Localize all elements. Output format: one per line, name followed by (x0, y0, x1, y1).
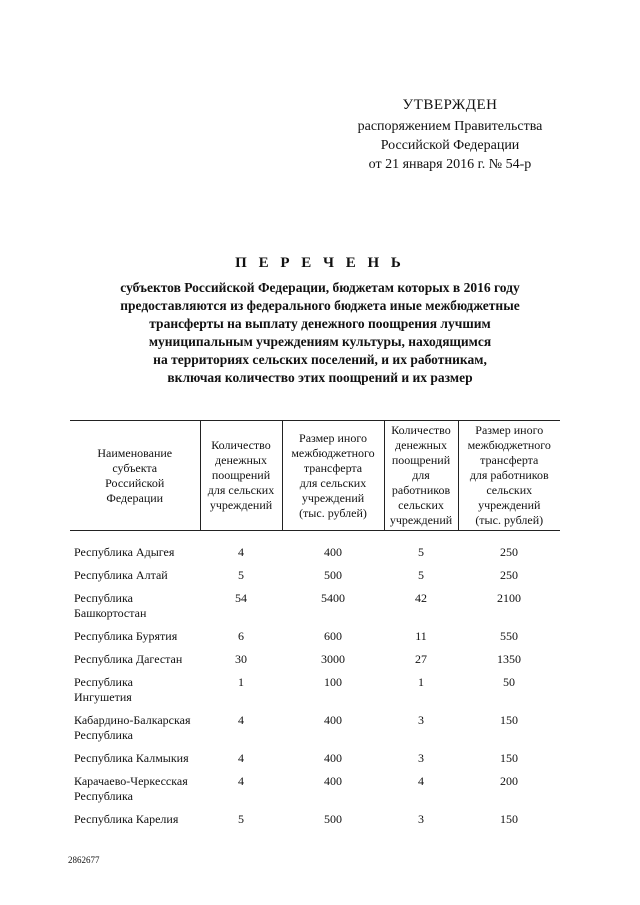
value-cell: 500 (324, 568, 342, 582)
column-header-line: (тыс. рублей) (475, 513, 544, 527)
approval-line-2: Российской Федерации (380, 138, 520, 153)
column-header-line: (тыс. рублей) (299, 505, 367, 520)
column-header (384, 421, 458, 531)
column-header (282, 421, 384, 531)
table-row (70, 652, 560, 667)
subtitle-line: предоставляются из федерального бюджета иные межбюджетные (120, 298, 520, 313)
column-header-line: субъекта (112, 460, 158, 475)
value-cell: 5400 (321, 591, 345, 605)
value-cell: 4 (238, 545, 244, 559)
value-cell: 550 (500, 629, 518, 643)
value-cell: 50 (503, 675, 515, 689)
column-header (200, 421, 282, 531)
document-number: 2862677 (68, 855, 100, 865)
column-header-line: поощрений (391, 453, 451, 467)
subject-name-line: Республика Дагестан (74, 652, 183, 666)
column-header-line: трансферта (480, 453, 539, 467)
table-row (70, 751, 560, 766)
document-subtitle (70, 279, 570, 387)
subject-name-line: Карачаево-Черкесская (74, 774, 188, 788)
value-cell: 1 (418, 675, 424, 689)
value-cell: 600 (324, 629, 342, 643)
value-cell: 5 (238, 568, 244, 582)
column-header-line: для (412, 468, 430, 482)
subject-name-line: Республика (74, 728, 133, 742)
column-header-line: Количество (211, 438, 271, 452)
value-cell: 3000 (321, 652, 345, 666)
column-header-line: Размер иного (475, 423, 544, 437)
table-row (70, 545, 560, 560)
subject-name-line: Республика Адыгея (74, 545, 175, 559)
value-cell: 1350 (497, 652, 521, 666)
value-cell: 54 (235, 591, 247, 605)
column-header-line: работников (391, 483, 451, 497)
subject-name (70, 629, 200, 644)
column-header-line: межбюджетного (467, 438, 551, 452)
value-cell: 100 (324, 675, 342, 689)
value-cell: 5 (418, 545, 424, 559)
column-header-line: для сельских (207, 483, 275, 497)
approval-line-3: от 21 января 2016 г. № 54-р (368, 157, 532, 172)
value-cell: 1 (238, 675, 244, 689)
document-title: П Е Р Е Ч Е Н Ь (235, 255, 405, 271)
column-header-line: трансферта (303, 460, 363, 475)
subject-name (70, 545, 200, 560)
table-row (70, 774, 560, 804)
column-header-line: сельских (398, 498, 444, 512)
value-cell: 4 (238, 751, 244, 765)
table-row (70, 713, 560, 743)
subject-name (70, 568, 200, 583)
subject-name-line: Республика (74, 591, 133, 605)
table-header-row (70, 421, 560, 531)
column-header-line: поощрений (211, 468, 271, 482)
column-header-line: сельских (486, 483, 533, 497)
subject-name (70, 591, 200, 621)
column-header-line: для сельских (299, 475, 367, 490)
value-cell: 250 (500, 545, 518, 559)
value-cell: 2100 (497, 591, 521, 605)
value-cell: 3 (418, 812, 424, 826)
subject-name-line: Республика Карелия (74, 812, 179, 826)
subject-name (70, 652, 200, 667)
value-cell: 5 (418, 568, 424, 582)
value-cell: 200 (500, 774, 518, 788)
column-header (70, 421, 200, 531)
table-row (70, 675, 560, 705)
subject-name-line: Республика (74, 789, 133, 803)
value-cell: 27 (415, 652, 427, 666)
subject-name (70, 812, 200, 827)
subtitle-line: трансферты на выплату денежного поощрения лучшим (149, 316, 491, 331)
subtitle-line: субъектов Российской Федерации, бюджетам которых в 2016 году (120, 280, 520, 295)
table-row (70, 812, 560, 827)
subject-name (70, 774, 200, 804)
column-header-line: Российской (105, 475, 165, 490)
value-cell: 150 (500, 751, 518, 765)
subject-name-line: Кабардино-Балкарская (74, 713, 191, 727)
column-header-line: Наименование (97, 445, 173, 460)
value-cell: 6 (238, 629, 244, 643)
column-header-line: для работников (469, 468, 549, 482)
value-cell: 400 (324, 774, 342, 788)
subtitle-line: на территориях сельских поселений, и их работникам, (153, 352, 487, 367)
subject-name (70, 751, 200, 766)
column-header-line: Федерации (106, 490, 164, 505)
value-cell: 400 (324, 713, 342, 727)
value-cell: 4 (238, 713, 244, 727)
subtitle-line: включая количество этих поощрений и их размер (167, 370, 473, 385)
approval-heading: УТВЕРЖДЕН (402, 97, 498, 113)
subject-name-line: Республика Калмыкия (74, 751, 189, 765)
column-header-line: денежных (215, 453, 267, 467)
table-row (70, 568, 560, 583)
table-row (70, 591, 560, 621)
subject-name-line: Республика Алтай (74, 568, 168, 582)
column-header-line: Количество (391, 423, 451, 437)
value-cell: 30 (235, 652, 247, 666)
value-cell: 4 (238, 774, 244, 788)
subject-name (70, 713, 200, 743)
value-cell: 150 (500, 713, 518, 727)
subject-name-line: Республика Бурятия (74, 629, 178, 643)
value-cell: 500 (324, 812, 342, 826)
subject-name-line: Башкортостан (74, 606, 147, 620)
value-cell: 400 (324, 545, 342, 559)
column-header-line: межбюджетного (291, 445, 375, 460)
approval-block (330, 96, 570, 174)
value-cell: 4 (418, 774, 424, 788)
subject-name-line: Ингушетия (74, 690, 132, 704)
value-cell: 3 (418, 713, 424, 727)
subject-name (70, 675, 200, 705)
subjects-table (70, 420, 560, 835)
column-header-line: учреждений (301, 490, 365, 505)
column-header-line: Размер иного (299, 430, 367, 445)
table-body (70, 531, 560, 836)
value-cell: 150 (500, 812, 518, 826)
value-cell: 42 (415, 591, 427, 605)
column-header-line: учреждений (389, 513, 453, 527)
value-cell: 400 (324, 751, 342, 765)
value-cell: 5 (238, 812, 244, 826)
column-header (458, 421, 560, 531)
subject-name-line: Республика (74, 675, 133, 689)
column-header-line: учреждений (209, 498, 273, 512)
approval-line-1: распоряжением Правительства (357, 119, 543, 134)
column-header-line: учреждений (478, 498, 541, 512)
table-row (70, 629, 560, 644)
column-header-line: денежных (395, 438, 447, 452)
subtitle-line: муниципальным учреждениям культуры, находящимся (148, 334, 492, 349)
value-cell: 3 (418, 751, 424, 765)
value-cell: 250 (500, 568, 518, 582)
value-cell: 11 (415, 629, 427, 643)
